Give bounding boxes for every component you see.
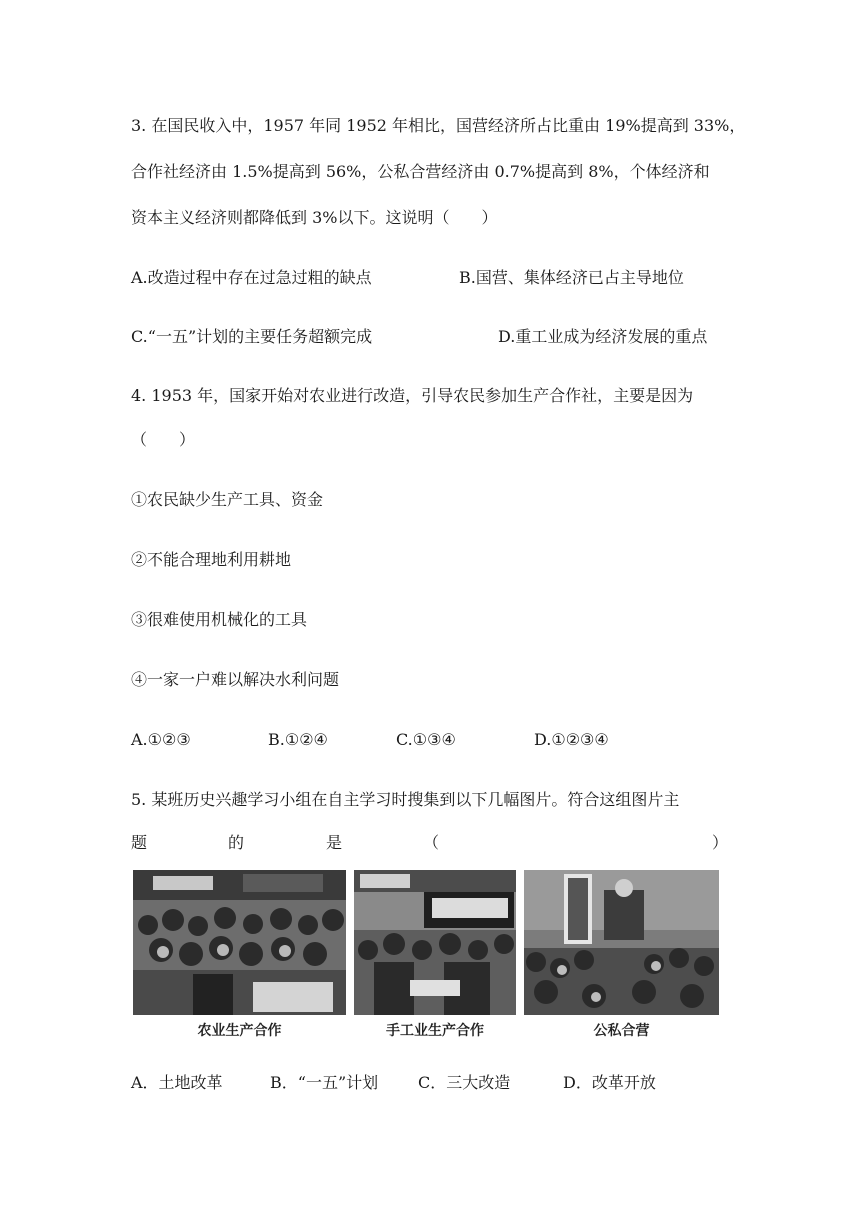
q3-option-d: D.重工业成为经济发展的重点: [498, 327, 708, 346]
q3-stem-line-2: 合作社经济由 1.5%提高到 56%，公私合营经济由 0.7%提高到 8%，个体经济和: [131, 162, 710, 181]
photo-caption-3: 公私合营: [593, 1023, 650, 1039]
q5-option-c: C．三大改造: [418, 1073, 511, 1092]
q4-stem-line-2: （ ）: [131, 430, 196, 449]
photo-caption-2: 手工业生产合作: [386, 1023, 484, 1039]
photo-handicraft-cooperation: [354, 870, 516, 1015]
q5-paren-close: ）: [712, 833, 729, 852]
q4-option-b: B.①②④: [268, 730, 328, 749]
q5-option-a: A．土地改革: [131, 1073, 223, 1092]
q3-option-b: B.国营、集体经济已占主导地位: [459, 268, 684, 287]
q3-option-c: C.“一五”计划的主要任务超额完成: [131, 327, 373, 346]
photo-caption-1: 农业生产合作: [197, 1023, 282, 1039]
q4-item-2: ②不能合理地利用耕地: [131, 550, 292, 569]
q5-stem-word-1: 题: [131, 833, 148, 852]
q4-option-c: C.①③④: [396, 730, 456, 749]
q4-item-4: ④一家一户难以解决水利问题: [131, 670, 340, 689]
q4-option-d: D.①②③④: [534, 730, 609, 749]
q3-option-a: A.改造过程中存在过急过粗的缺点: [131, 268, 372, 287]
q3-stem-line-1: 3. 在国民收入中，1957 年同 1952 年相比，国营经济所占比重由 19%提高到 33%，: [131, 116, 746, 135]
q5-paren-open: （: [423, 833, 440, 852]
photo-agricultural-cooperation: [133, 870, 346, 1015]
q5-option-d: D．改革开放: [563, 1073, 656, 1092]
q5-option-b: B．“一五”计划: [270, 1073, 379, 1092]
q4-item-1: ①农民缺少生产工具、资金: [131, 490, 324, 509]
q4-option-a: A.①②③: [131, 730, 191, 749]
q5-stem-word-3: 是: [326, 833, 343, 852]
q4-item-3: ③很难使用机械化的工具: [131, 610, 308, 629]
q3-stem-line-3: 资本主义经济则都降低到 3%以下。这说明（ ）: [131, 208, 498, 227]
q5-stem-word-2: 的: [228, 833, 245, 852]
photo-public-private-partnership: [524, 870, 719, 1015]
q5-stem-line-1: 5. 某班历史兴趣学习小组在自主学习时搜集到以下几幅图片。符合这组图片主: [131, 790, 680, 809]
q4-stem-line-1: 4. 1953 年，国家开始对农业进行改造，引导农民参加生产合作社，主要是因为: [131, 386, 694, 405]
